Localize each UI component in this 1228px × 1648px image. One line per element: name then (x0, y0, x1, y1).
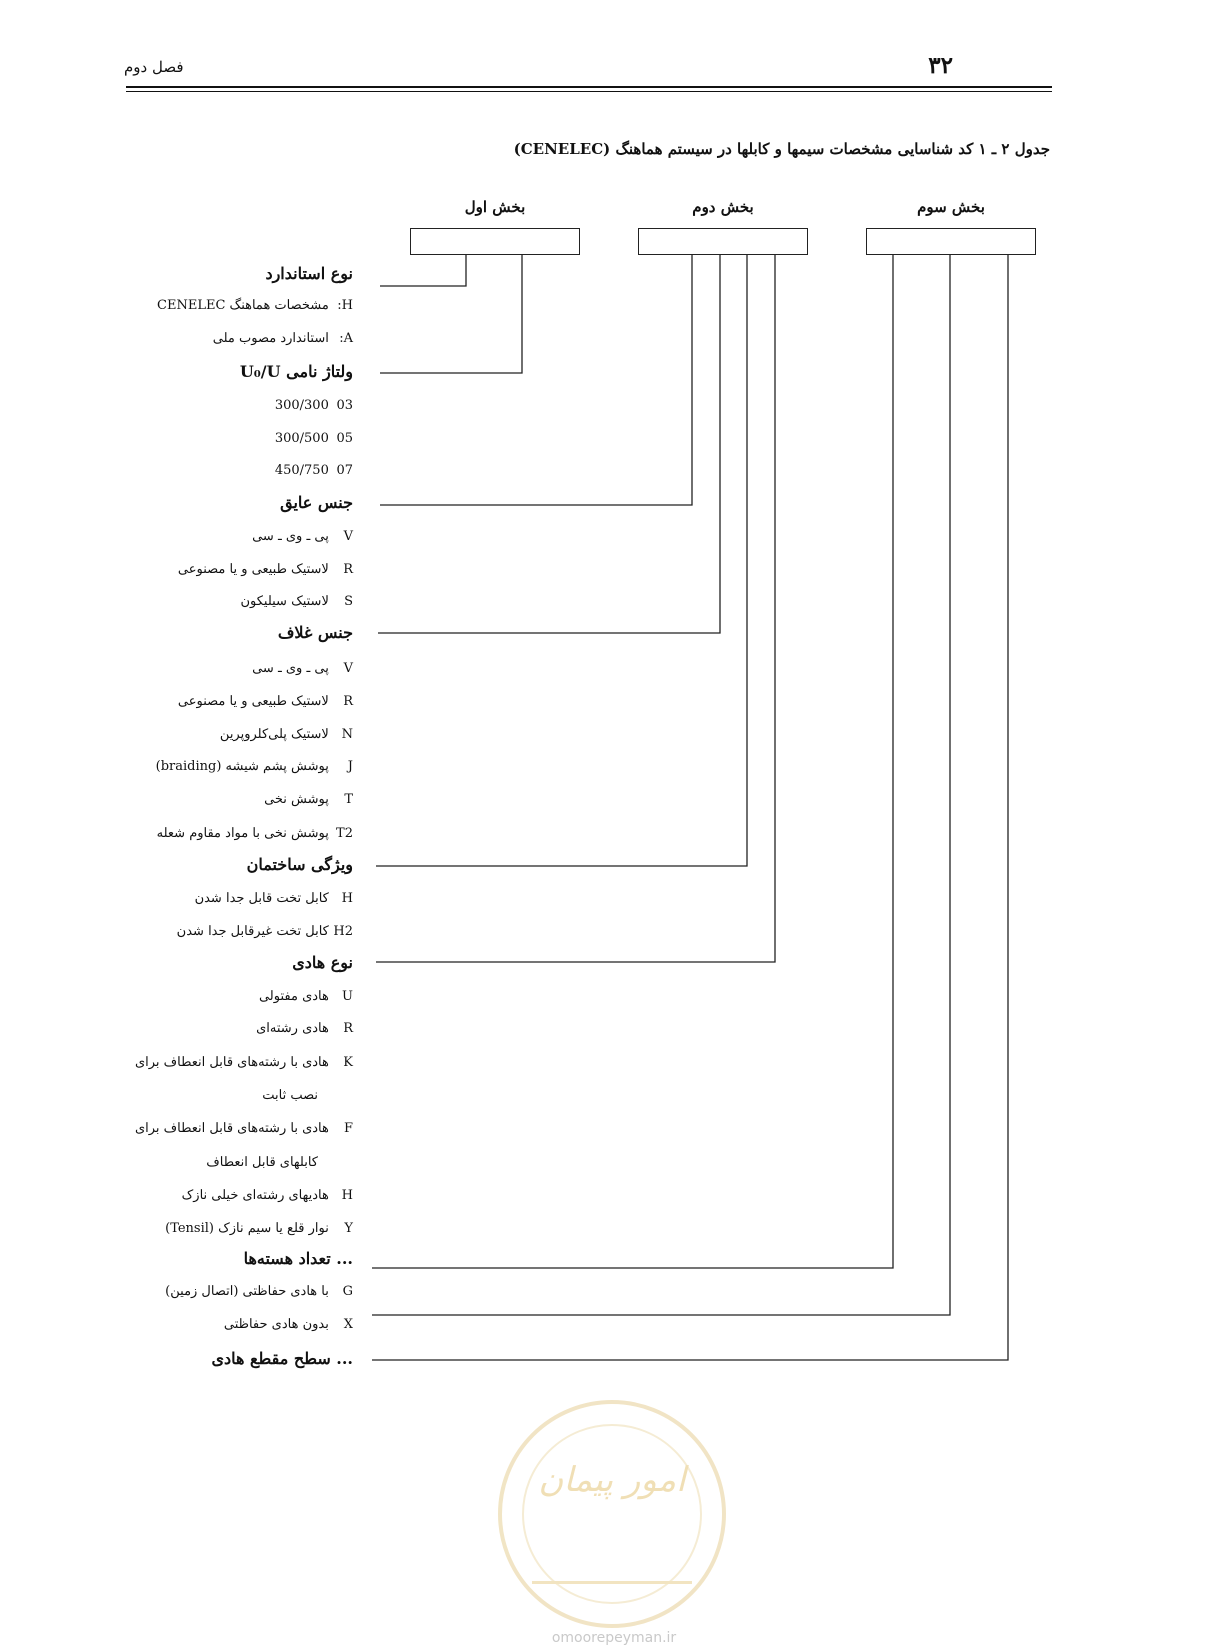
legend-code: 05 (336, 431, 353, 446)
legend-text: ... سطح مقطع هادی (211, 1349, 353, 1368)
legend-item (252, 529, 353, 544)
legend-item (177, 924, 353, 939)
legend-text: ... تعداد هسته‌ها (243, 1249, 353, 1268)
legend-text: هادی رشته‌ای (256, 1021, 329, 1036)
legend-text: 450/750 (274, 463, 329, 478)
legend-code: U (342, 989, 353, 1004)
legend-item (275, 463, 353, 478)
legend-item (240, 594, 353, 609)
legend-code: 07 (336, 463, 353, 478)
gears-icon (532, 1541, 692, 1584)
legend-text: نوع هادی (292, 953, 353, 972)
connector-sheath (378, 255, 720, 633)
chapter-title: فصل دوم (124, 58, 184, 76)
connector-standard-type (380, 255, 466, 286)
legend-item (259, 989, 353, 1004)
legend-item (275, 398, 353, 413)
legend-text: پی ـ وی ـ سی (252, 661, 329, 676)
legend-item (157, 298, 353, 313)
legend-code: H (341, 1188, 353, 1203)
legend-text: جنس عایق (280, 493, 353, 512)
section-title-second: بخش دوم (692, 198, 754, 216)
page-number: ۳۲ (928, 52, 953, 79)
legend-text: با هادی حفاظتی (اتصال زمین) (165, 1284, 329, 1299)
legend-item (165, 1284, 353, 1299)
legend-code: H2 (333, 924, 353, 939)
legend-code: J (347, 759, 353, 774)
watermark-seal (498, 1400, 726, 1628)
legend-text: لاستیک پلی‌کلروپرین (219, 727, 329, 742)
legend-heading (280, 493, 353, 512)
legend-text: 300/500 (274, 431, 329, 446)
legend-code: N (341, 727, 353, 742)
legend-code: Y (344, 1221, 353, 1236)
watermark-logo-text: امور پیمان (538, 1460, 686, 1500)
legend-code: X (343, 1317, 353, 1332)
legend-code: R (343, 1021, 353, 1036)
legend-text: مشخصات هماهنگ CENELEC (157, 298, 329, 313)
legend-text: هادیهای رشته‌ای خیلی نازک (181, 1188, 329, 1203)
legend-heading (278, 623, 353, 642)
legend-item (264, 792, 353, 807)
legend-text: ولتاژ نامی U₀/U (239, 362, 353, 381)
legend-text: هادی با رشته‌های قابل انعطاف برای (134, 1121, 329, 1136)
legend-code: R (343, 562, 353, 577)
legend-item (156, 759, 353, 774)
legend-text: بدون هادی حفاظتی (223, 1317, 329, 1332)
legend-item (206, 1155, 318, 1170)
legend-code: R (343, 694, 353, 709)
legend-text: پوشش نخی (264, 792, 329, 807)
legend-item (252, 661, 353, 676)
legend-heading (265, 264, 353, 283)
watermark-url: omoorepeyman.ir (551, 1630, 677, 1646)
legend-text: پوشش نخی با مواد مقاوم شعله (156, 826, 329, 841)
legend-item (135, 1121, 353, 1136)
legend-text: هادی با رشته‌های قابل انعطاف برای (134, 1055, 329, 1070)
connector-core-count (372, 255, 893, 1268)
legend-heading (244, 1249, 353, 1268)
legend-item (195, 891, 353, 906)
connector-insulation (380, 255, 692, 505)
legend-text: هادی مفتولی (258, 989, 329, 1004)
legend-text: پوشش پشم شیشه (braiding) (155, 759, 329, 774)
legend-text: پی ـ وی ـ سی (252, 529, 329, 544)
connector-voltage (380, 255, 522, 373)
legend-code: H (341, 891, 353, 906)
connector-protective (372, 255, 950, 1315)
legend-code: V (343, 529, 353, 544)
legend-text: ویژگی ساختمان (246, 855, 353, 874)
legend-code: V (343, 661, 353, 676)
legend-text: کابل تخت غیرقابل جدا شدن (176, 924, 329, 939)
legend-text: نصب ثابت (262, 1088, 318, 1103)
legend-heading (240, 362, 353, 381)
legend-item (275, 431, 353, 446)
table-caption: جدول ۲ ـ ۱ کد شناسایی مشخصات سیمها و کابلها در سیستم هماهنگ (CENELEC) (513, 140, 1050, 158)
section-title-third: بخش سوم (917, 198, 985, 216)
legend-code: S (344, 594, 353, 609)
legend-heading (292, 953, 353, 972)
legend-item (224, 1317, 353, 1332)
legend-text: 300/300 (274, 398, 329, 413)
legend-heading (247, 855, 353, 874)
legend-text: نوع استاندارد (265, 264, 353, 283)
legend-text: لاستیک طبیعی و یا مصنوعی (177, 562, 329, 577)
legend-item (220, 727, 353, 742)
connector-cross-section (372, 255, 1008, 1360)
legend-item (178, 694, 353, 709)
connector-conductor-type (376, 255, 775, 962)
legend-text: کابلهای قابل انعطاف (206, 1155, 318, 1170)
legend-item (157, 826, 353, 841)
legend-text: لاستیک طبیعی و یا مصنوعی (177, 694, 329, 709)
legend-text: جنس غلاف (277, 623, 353, 642)
legend-text: کابل تخت قابل جدا شدن (194, 891, 329, 906)
legend-code: T2 (336, 826, 353, 841)
legend-item (135, 1055, 353, 1070)
legend-code: T (344, 792, 353, 807)
legend-code: F (343, 1121, 353, 1136)
legend-code: 03 (336, 398, 353, 413)
legend-item (213, 331, 353, 346)
legend-text: نوار قلع یا سیم نازک (Tensil) (165, 1221, 329, 1236)
legend-heading (211, 1349, 353, 1368)
legend-code: G (342, 1284, 353, 1299)
legend-text: استاندارد مصوب ملی (212, 331, 329, 346)
legend-code: K (343, 1055, 353, 1070)
legend-item (178, 562, 353, 577)
legend-code: A: (339, 331, 353, 346)
section-title-first: بخش اول (464, 198, 526, 216)
legend-code: H: (337, 298, 353, 313)
legend-text: لاستیک سیلیکون (240, 594, 329, 609)
legend-item (165, 1221, 353, 1236)
legend-item (182, 1188, 353, 1203)
legend-item (256, 1021, 353, 1036)
legend-item (262, 1088, 318, 1103)
